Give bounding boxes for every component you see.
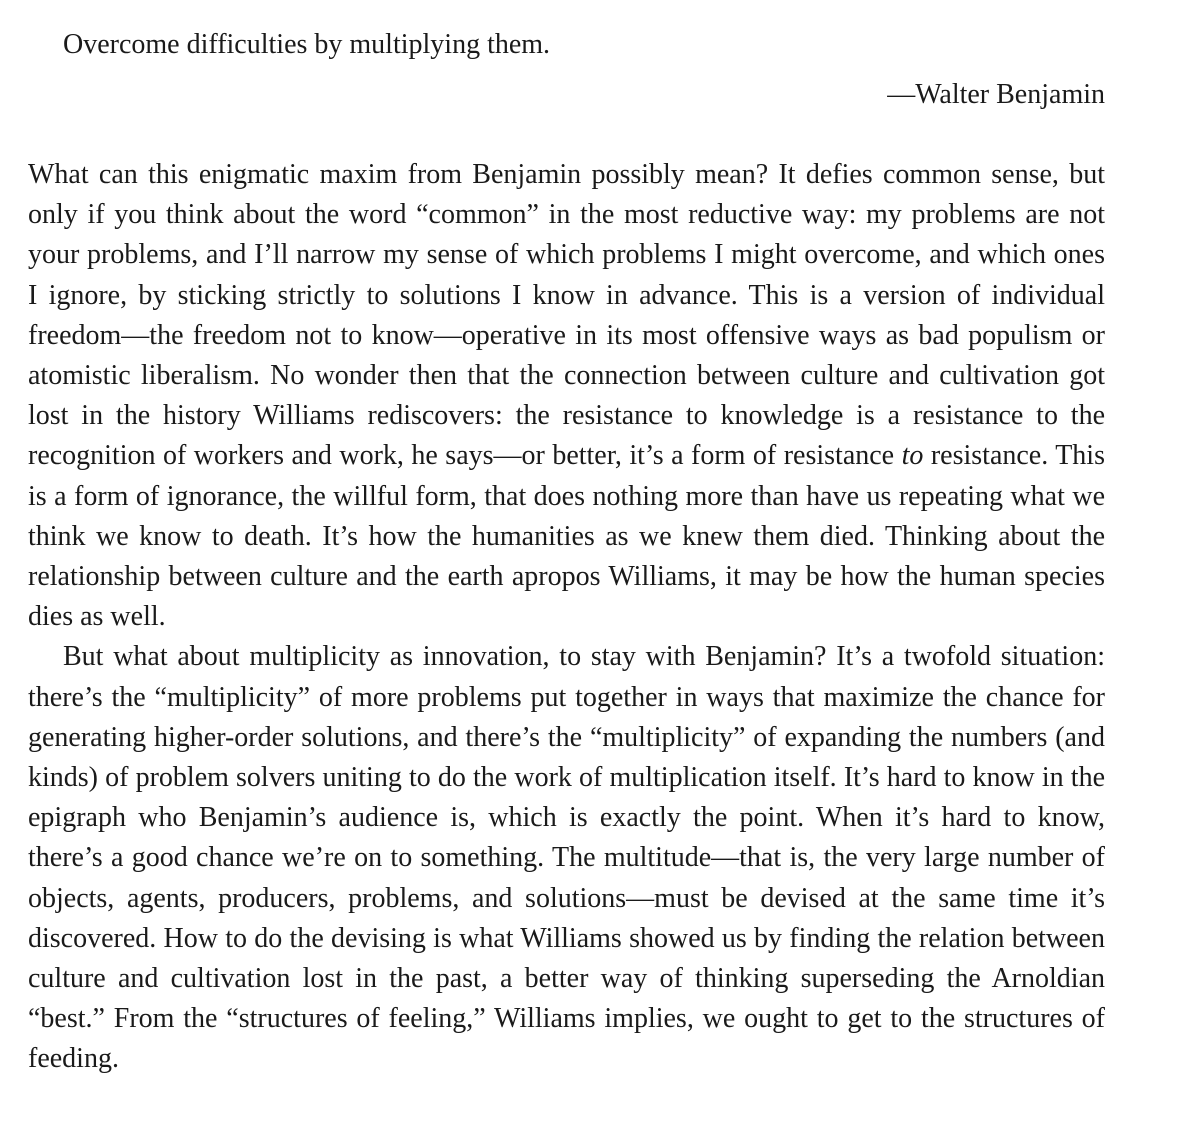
text-column	[28, 0, 1105, 1080]
text-run: resistance. This is a form of ignorance, the willful form, that does nothing more than have us repeating what we think we know to death. It’s how the humanities as we knew them died. Thinking about the relationship between culture and the earth apropos Williams, it may be how the human species dies as well.	[28, 440, 1105, 633]
epigraph-attribution: —Walter Benjamin	[887, 79, 1105, 110]
text-run: But what about multiplicity as innovation, to stay with Benjamin? It’s a twofold situation: there’s the “multiplicity” of more problems put together in ways that maximize the chance for generating higher-order solutions, and there’s the “multiplicity” of expanding the numbers (and kinds) of problem solvers uniting to do the work of multiplication itself. It’s hard to know in the epigraph who Benjamin’s audience is, which is exactly the point. When it’s hard to know, there’s a good chance we’re on to something. The multitude—that is, the very large number of objects, agents, producers, problems, and solutions—must be devised at the same time it’s discovered. How to do the devising is what Williams showed us by finding the relation between culture and cultivation lost in the past, a better way of thinking superseding the Arnoldian “best.” From the “structures of feeling,” Williams implies, we ought to get to the structures of feeding.	[28, 641, 1105, 1075]
body-text	[28, 155, 1105, 1080]
italic-text-run: to	[901, 440, 924, 472]
paragraph	[28, 637, 1105, 1079]
text-run: What can this enigmatic maxim from Benjamin possibly mean? It defies common sense, but only if you think about the word “common” in the most reductive way: my problems are not your problems, and I’ll narrow my sense of which problems I might overcome, and which ones I ignore, by sticking strictly to solutions I know in advance. This is a version of individual freedom—the freedom not to know—operative in its most offensive ways as bad populism or atomistic liberalism. No wonder then that the connection between culture and cultivation got lost in the history Williams rediscovers: the resistance to knowledge is a resistance to the recognition of workers and work, he says—or better, it’s a form of resistance	[28, 159, 1105, 472]
epigraph: Overcome difficulties by multiplying them.	[63, 29, 551, 60]
paragraph	[28, 155, 1105, 637]
